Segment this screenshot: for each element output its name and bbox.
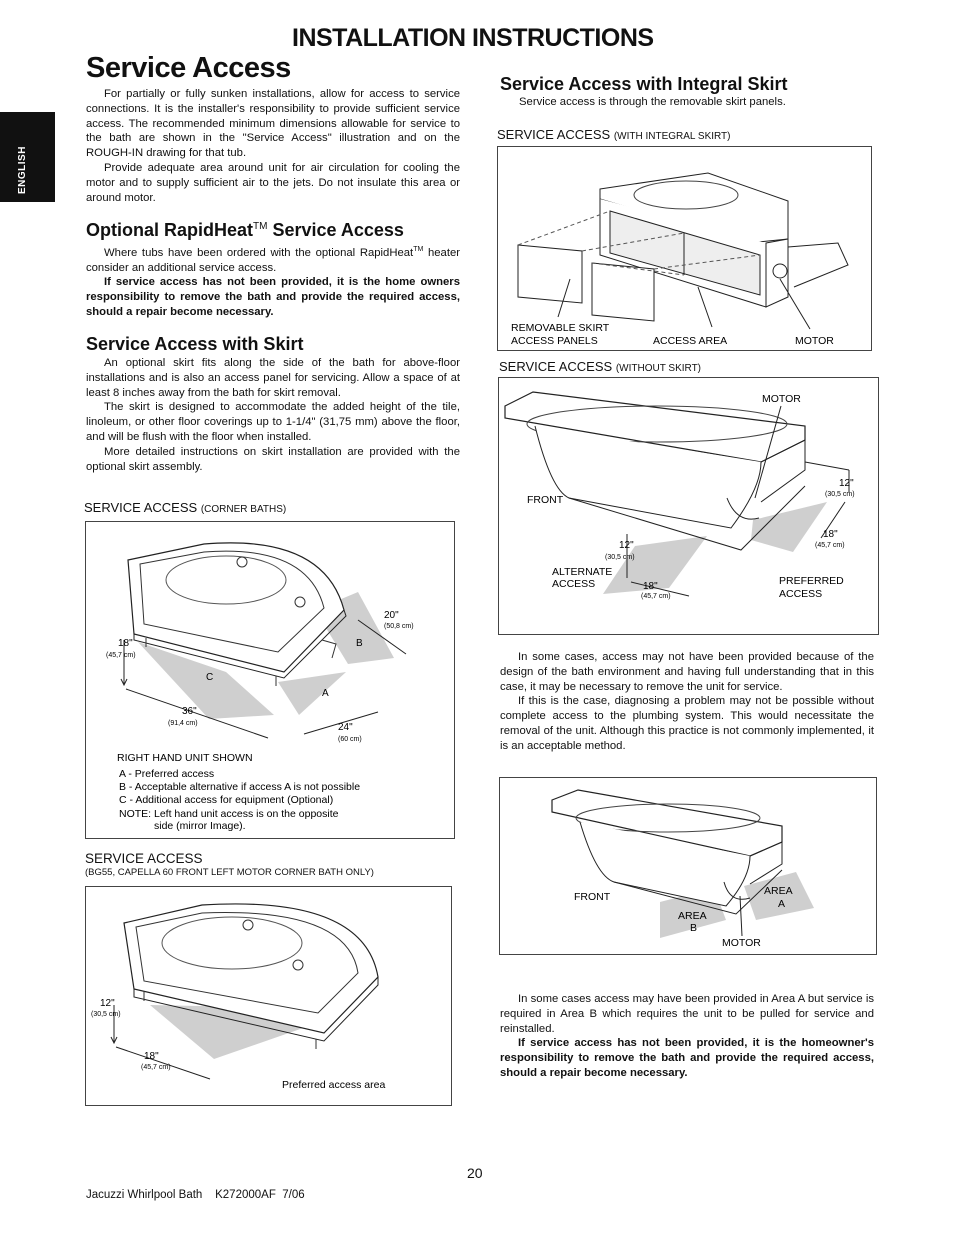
area-warning: If service access has not been provided, it is the homeowner's responsibility to remove the bath and provide the required access, should a repair become necessary. bbox=[500, 1037, 874, 1079]
access-area-label: ACCESS AREA bbox=[653, 335, 728, 347]
without-skirt-diagram bbox=[499, 378, 878, 634]
area-b-label: B bbox=[356, 638, 363, 649]
legend-c: C - Additional access for equipment (Optional) bbox=[119, 794, 334, 806]
integral-skirt-heading: Service Access with Integral Skirt bbox=[500, 74, 788, 94]
pref-access-label-2: ACCESS bbox=[779, 588, 823, 600]
wo-dim-12b-cm: (30,5 cm) bbox=[605, 554, 635, 561]
page-title: Service Access bbox=[86, 52, 291, 84]
corner-bath-diagram bbox=[86, 522, 454, 838]
corner-bath-figure bbox=[85, 521, 455, 839]
bg55-bath-figure bbox=[85, 886, 452, 1106]
area-ab-diagram bbox=[500, 778, 876, 954]
rapidheat-paragraph: Where tubs have been ordered with the optional RapidHeat™ heater consider an additional service access. bbox=[86, 246, 461, 274]
wo-dim-18a: 18" bbox=[823, 529, 838, 540]
removable-panel-right bbox=[592, 263, 654, 321]
area-a-label: A bbox=[322, 688, 329, 699]
intro-paragraph-2: Provide adequate area around unit for air circulation for cooling the motor and to supply sufficient air to the jets. Do not insulate this area or around motor. bbox=[86, 161, 460, 204]
area-a-label-1: AREA bbox=[764, 885, 793, 897]
rapidheat-section bbox=[86, 243, 460, 320]
floor-edge bbox=[788, 243, 848, 287]
dim-24-cm: (60 cm) bbox=[338, 736, 362, 743]
rapidheat-heading: Optional RapidHeat™ Service Access bbox=[86, 220, 404, 240]
removable-panels-label-1: REMOVABLE SKIRT bbox=[511, 322, 610, 334]
page-header-title: INSTALLATION INSTRUCTIONS bbox=[292, 24, 654, 52]
bg55-figure-caption: SERVICE ACCESS bbox=[85, 851, 203, 866]
removal-paragraph-1: In some cases, access may not have been provided because of the design of the bath environment and having full understanding that in this case, it may be necessary to remove the unit for service. bbox=[500, 651, 874, 693]
wo-dim-18a-cm: (45,7 cm) bbox=[815, 542, 845, 549]
removal-section bbox=[500, 650, 874, 754]
area-a-label-2: A bbox=[778, 898, 786, 910]
rapidheat-warning: If service access has not been provided, it is the home owners responsibility to remove the bath and provide the required access, should a repair become necessary. bbox=[86, 276, 460, 318]
area-a-shade bbox=[278, 672, 346, 715]
bg55-dim-18-cm: (45,7 cm) bbox=[141, 1064, 171, 1071]
area-b-label-2: B bbox=[690, 922, 698, 934]
page-number: 20 bbox=[467, 1165, 483, 1181]
skirt-section bbox=[86, 356, 460, 474]
integral-skirt-figure bbox=[497, 146, 872, 351]
integral-skirt-diagram bbox=[498, 147, 871, 350]
bg55-bath-diagram bbox=[86, 887, 451, 1105]
wo-dim-12a: 12" bbox=[839, 478, 854, 489]
intro-paragraph-1: For partially or fully sunken installations, allow for access to service connections. It is the installer's responsibility to provide sufficient service access. The recommended minimum dimensions allowable for service to the bath are shown in the "Service Access" illustration and on the ROUGH-IN drawing for that tub. bbox=[86, 88, 460, 160]
corner-note-title: RIGHT HAND UNIT SHOWN bbox=[117, 752, 253, 764]
footer-document-id: Jacuzzi Whirlpool Bath K272000AF 7/06 bbox=[86, 1189, 305, 1201]
dim-18-line bbox=[116, 1047, 210, 1079]
dim-20-cm: (50,8 cm) bbox=[384, 623, 414, 630]
wo-dim-12b: 12" bbox=[619, 540, 634, 551]
integral-figure-caption: SERVICE ACCESS (WITH INTEGRAL SKIRT) bbox=[497, 127, 731, 142]
pref-access-label-1: PREFERRED bbox=[779, 575, 844, 587]
language-label: ENGLISH bbox=[17, 146, 28, 194]
area-ab-figure bbox=[499, 777, 877, 955]
without-skirt-figure bbox=[498, 377, 879, 635]
tub-side-face bbox=[766, 239, 788, 307]
legend-b: B - Acceptable alternative if access A is not possible bbox=[119, 781, 361, 793]
skirt-paragraph-3: More detailed instructions on skirt installation are provided with the optional skirt assembly. bbox=[86, 445, 460, 473]
skirt-heading: Service Access with Skirt bbox=[86, 334, 304, 354]
wo-dim-18b: 18" bbox=[643, 581, 658, 592]
alt-access-label-1: ALTERNATE bbox=[552, 566, 613, 578]
ab-motor-label: MOTOR bbox=[722, 937, 761, 949]
wo-motor-label: MOTOR bbox=[762, 393, 801, 405]
bg55-dim-18-label: 18" bbox=[144, 1051, 159, 1062]
preferred-access-label: Preferred access area bbox=[282, 1079, 386, 1091]
wo-front-label: FRONT bbox=[527, 494, 564, 506]
bg55-dim-12-cm: (30,5 cm) bbox=[91, 1011, 121, 1018]
intro-section bbox=[86, 87, 460, 205]
bg55-dim-12-label: 12" bbox=[100, 998, 115, 1009]
language-side-tab bbox=[0, 112, 55, 202]
without-skirt-caption: SERVICE ACCESS (WITHOUT SKIRT) bbox=[499, 359, 702, 374]
motor-label: MOTOR bbox=[795, 335, 834, 347]
removable-panel-left bbox=[518, 245, 582, 303]
dim-36-label: 36" bbox=[182, 706, 197, 717]
corner-note-line-1: NOTE: Left hand unit access is on the opposite bbox=[119, 808, 339, 820]
dim-18-label: 18" bbox=[118, 638, 133, 649]
area-b-label-1: AREA bbox=[678, 910, 707, 922]
dim-24-label: 24" bbox=[338, 722, 353, 733]
area-paragraph-1: In some cases access may have been provided in Area A but service is required in Area B which requires the unit to be pulled for service and reinstalled. bbox=[500, 993, 874, 1035]
dim-20-label: 20" bbox=[384, 610, 399, 621]
bg55-figure-subcaption: (BG55, CAPELLA 60 FRONT LEFT MOTOR CORNER BATH ONLY) bbox=[85, 867, 374, 878]
skirt-paragraph-2: The skirt is designed to accommodate the added height of the tile, linoleum, or other floor coverings up to 1-1/4" (31,75 mm) above the floor, and will be flush with the floor when installed. bbox=[86, 401, 460, 443]
dim-18-cm: (45,7 cm) bbox=[106, 652, 136, 659]
wo-dim-18b-cm: (45,7 cm) bbox=[641, 593, 671, 600]
corner-figure-caption: SERVICE ACCESS (CORNER BATHS) bbox=[84, 500, 287, 515]
skirt-paragraph-1: An optional skirt fits along the side of the bath for above-floor installations and is also an access panel for servicing. Allow a space of at least 8 inches away from the bath for skirt removal. bbox=[86, 357, 460, 399]
dim-36-cm: (91,4 cm) bbox=[168, 720, 198, 727]
legend-a: A - Preferred access bbox=[119, 768, 215, 780]
wo-dim-12a-cm: (30,5 cm) bbox=[825, 491, 855, 498]
removable-panels-label-2: ACCESS PANELS bbox=[511, 335, 598, 347]
ab-front-label: FRONT bbox=[574, 891, 611, 903]
area-section bbox=[500, 992, 874, 1081]
area-c-label: C bbox=[206, 672, 214, 683]
alt-access-label-2: ACCESS bbox=[552, 578, 596, 590]
corner-note-line-2: side (mirror Image). bbox=[154, 820, 246, 832]
removal-paragraph-2: If this is the case, diagnosing a problem may not be possible without complete access to the plumbing system. This would necessitate the removal of the unit. Although this practice is not commonly implemented, it is an acceptable method. bbox=[500, 695, 874, 752]
integral-skirt-paragraph: Service access is through the removable skirt panels. bbox=[519, 96, 786, 108]
